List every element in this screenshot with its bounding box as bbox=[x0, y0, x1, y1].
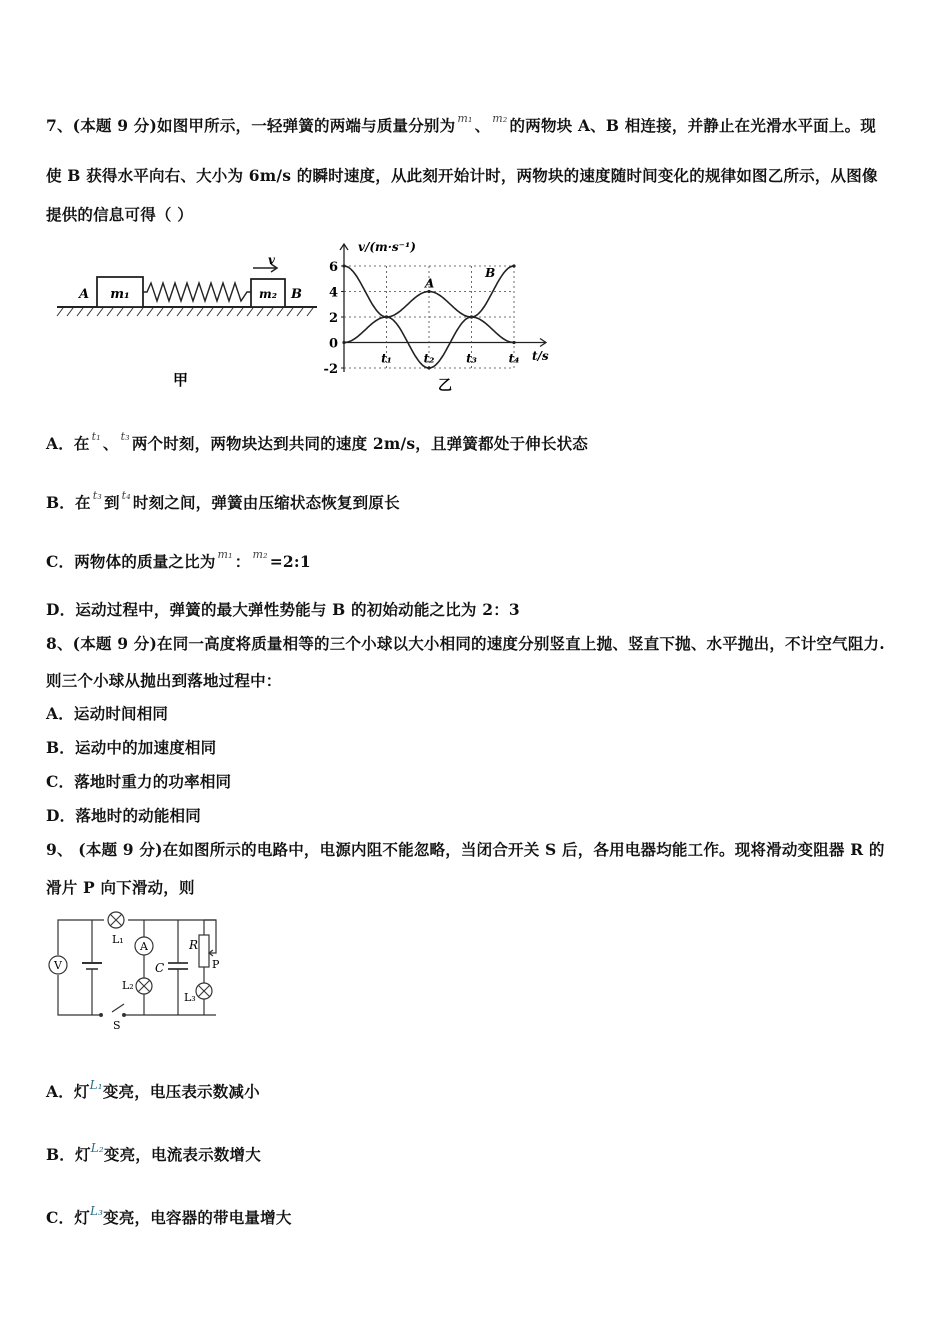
ammeter-label: A bbox=[140, 940, 148, 953]
data-point-A bbox=[512, 341, 515, 344]
capacitor-label: C bbox=[155, 961, 165, 975]
switch-label: S bbox=[113, 1019, 121, 1032]
q7-option-c[interactable]: C．两物体的质量之比为 $^{m_1}$ ： $^{m_2}$ =2:1 bbox=[46, 548, 311, 571]
label-B: B bbox=[291, 287, 302, 302]
block-m2-label: m₂ bbox=[259, 287, 277, 301]
data-point-B bbox=[385, 315, 388, 318]
t3-symbol: t₃ bbox=[120, 430, 130, 443]
q7-velocity-time-chart bbox=[318, 236, 558, 394]
chart-caption: 乙 bbox=[438, 378, 452, 394]
lamp-L1-icon bbox=[108, 912, 124, 928]
data-point-B bbox=[342, 264, 345, 267]
q8-option-b[interactable]: B．运动中的加速度相同 bbox=[46, 738, 217, 757]
lamp-L2-label: L₂ bbox=[122, 979, 134, 992]
m1-symbol: m₁ bbox=[217, 548, 233, 561]
x-tick-label: t₃ bbox=[466, 351, 477, 366]
q7-stem-line1: 7、(本题 9 分)如图甲所示，一轻弹簧的两端与质量分别为 $^{m_1}$ 、 $^{m_2}$ 的两物块 A、B 相连接，并静止在光滑水平面上。现 bbox=[46, 112, 876, 135]
x-tick-label: t₄ bbox=[508, 351, 520, 366]
q8-stem-line1: 8、(本题 9 分)在同一高度将质量相等的三个小球以大小相同的速度分别竖直上抛、竖直下抛、水平抛出，不计空气阻力. bbox=[46, 634, 885, 653]
data-point-B bbox=[427, 366, 430, 369]
q9-circuit-diagram bbox=[44, 905, 229, 1035]
y-tick-label: 4 bbox=[328, 285, 338, 301]
data-point-A bbox=[342, 341, 345, 344]
series-label-A: A bbox=[425, 276, 435, 291]
figure-caption-jia: 甲 bbox=[173, 371, 189, 389]
q7-option-b[interactable]: B．在 $^{t_3}$ 到 $^{t_4}$ 时刻之间，弹簧由压缩状态恢复到原长 bbox=[46, 489, 400, 512]
L3-symbol: L₃ bbox=[89, 1204, 104, 1218]
t4-symbol: t₄ bbox=[121, 489, 131, 502]
q7-option-d[interactable]: D．运动过程中，弹簧的最大弹性势能与 B 的初始动能之比为 2：3 bbox=[46, 600, 520, 619]
t1-symbol: t₁ bbox=[91, 430, 101, 443]
q9-option-a[interactable]: A．灯$^{L_1}$变亮，电压表示数减小 bbox=[46, 1078, 260, 1101]
x-tick-label: t₁ bbox=[381, 351, 392, 366]
m2-symbol: m₂ bbox=[252, 548, 268, 561]
y-tick-label: 2 bbox=[328, 311, 338, 326]
voltmeter-label: V bbox=[54, 959, 62, 972]
y-tick-label: 6 bbox=[328, 260, 338, 275]
q8-stem-line2: 则三个小球从抛出到落地过程中： bbox=[46, 671, 282, 690]
series-label-B: B bbox=[485, 265, 496, 280]
lamp-L2-icon bbox=[136, 978, 152, 994]
resistor-label: R bbox=[189, 938, 199, 952]
data-point-B bbox=[470, 315, 473, 318]
q7-stem-line3: 提供的信息可得（ ） bbox=[46, 205, 193, 224]
velocity-label: v bbox=[268, 255, 275, 267]
q8-option-c[interactable]: C．落地时重力的功率相同 bbox=[46, 772, 232, 791]
q7-stem-line2: 使 B 获得水平向右、大小为 6m/s 的瞬时速度，从此刻开始计时，两物块的速度随时间变化的规律如图乙所示，从图像 bbox=[46, 166, 878, 185]
label-A: A bbox=[79, 287, 90, 302]
y-tick-label: -2 bbox=[323, 362, 338, 377]
q8-option-a[interactable]: A．运动时间相同 bbox=[46, 704, 169, 723]
q7-figure-spring-blocks bbox=[55, 255, 325, 395]
q9-stem-line1: 9、 (本题 9 分)在如图所示的电路中，电源内阻不能忽略，当闭合开关 S 后，各用电器均能工作。现将滑动变阻器 R 的 bbox=[46, 840, 885, 859]
block-m1-label: m₁ bbox=[110, 287, 130, 302]
m1-symbol: m₁ bbox=[457, 112, 473, 125]
t3-symbol: t₃ bbox=[92, 489, 102, 502]
spring bbox=[143, 283, 251, 301]
q8-option-d[interactable]: D．落地时的动能相同 bbox=[46, 806, 201, 825]
data-point-B bbox=[512, 264, 515, 267]
q9-stem-line2: 滑片 P 向下滑动，则 bbox=[46, 878, 195, 897]
L1-symbol: L₁ bbox=[89, 1078, 103, 1092]
y-tick-label: 0 bbox=[328, 336, 338, 352]
chart-ylabel: v/(m·s⁻¹) bbox=[358, 240, 416, 254]
L2-symbol: L₂ bbox=[90, 1141, 104, 1155]
q9-option-c[interactable]: C．灯$^{L_3}$变亮，电容器的带电量增大 bbox=[46, 1204, 292, 1227]
q9-option-b[interactable]: B．灯$^{L_2}$变亮，电流表示数增大 bbox=[46, 1141, 261, 1164]
lamp-L3-label: L₃ bbox=[184, 991, 196, 1004]
slider-label: P bbox=[212, 958, 220, 971]
q7-option-a[interactable]: A．在 $^{t_1}$ 、 $^{t_3}$ 两个时刻，两物块达到共同的速度 2m/s，且弹簧都处于伸长状态 bbox=[46, 430, 588, 453]
chart-xlabel: t/s bbox=[532, 349, 549, 363]
lamp-L1-label: L₁ bbox=[112, 933, 124, 946]
x-tick-label: t₂ bbox=[423, 351, 435, 366]
lamp-L3-icon bbox=[196, 983, 212, 999]
m2-symbol: m₂ bbox=[492, 112, 508, 125]
